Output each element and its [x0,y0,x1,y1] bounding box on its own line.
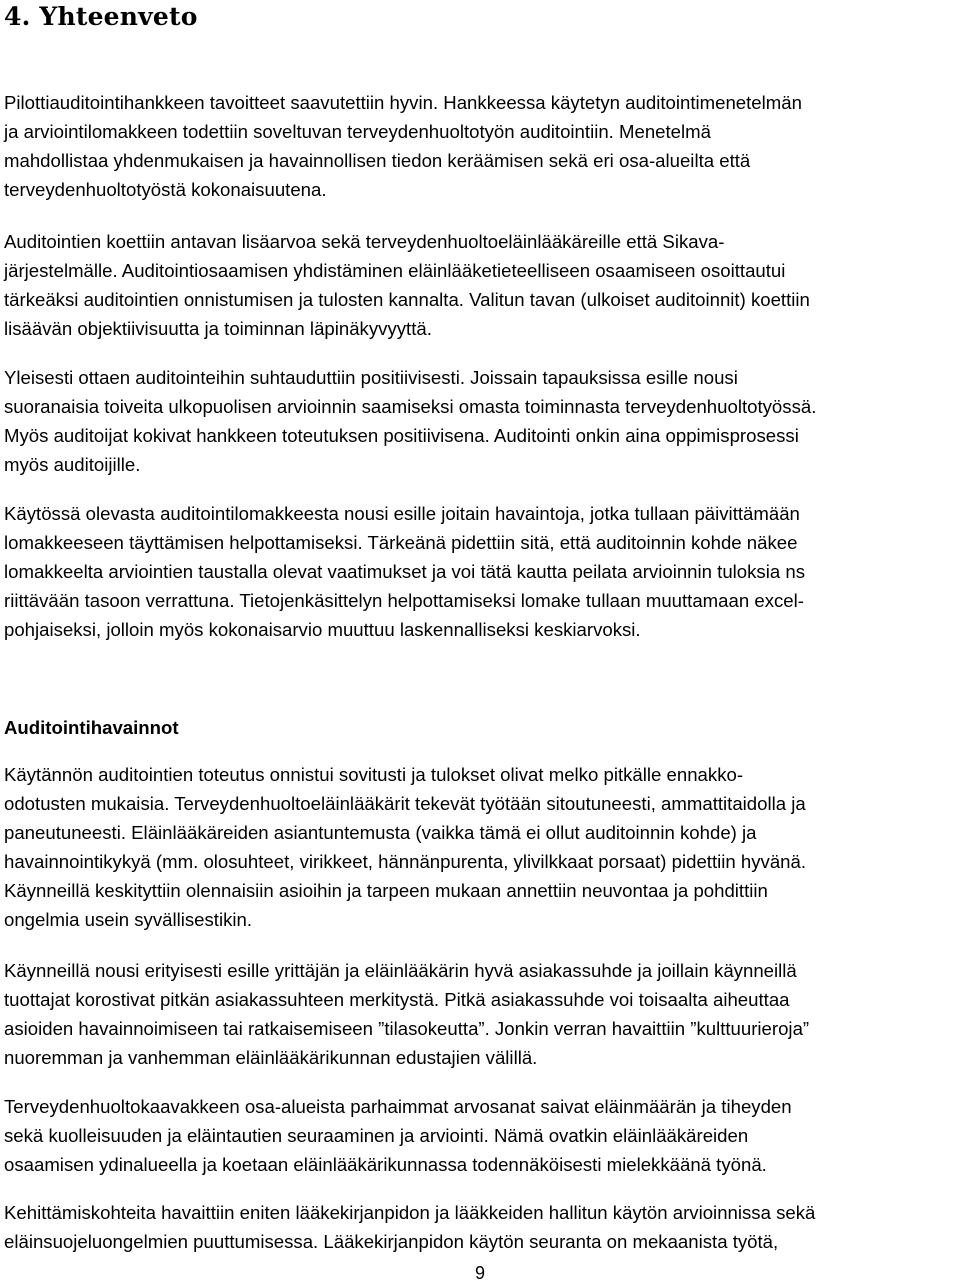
paragraph-best-grades [4,1092,959,1179]
paragraph-line: lomakkeelta arviointien taustalla olevat vaatimukset ja voi tätä kautta peilata arvioinnin tuloksia ns [4,561,806,582]
section-heading: 4. Yhteenveto [4,2,198,31]
paragraph-line: paneutuneesti. Eläinlääkäreiden asiantuntemusta (vaikka tämä ei ollut auditoinnin kohde) ja [4,822,757,843]
paragraph-line: ongelmia usein syvällisestikin. [4,909,253,930]
paragraph-line: pohjaiseksi, jolloin myös kokonaisarvio muuttuu laskennalliseksi keskiarvoksi. [4,619,641,640]
paragraph-line: Käytännön auditointien toteutus onnistui sovitusti ja tulokset olivat melko pitkälle ennakko- [4,764,744,785]
paragraph-line: terveydenhuoltotyöstä kokonaisuutena. [4,179,327,200]
paragraph-line: nuoremman ja vanhemman eläinlääkärikunnan edustajien välillä. [4,1047,538,1068]
paragraph-line: lisäävän objektiivisuutta ja toiminnan läpinäkyvyyttä. [4,318,432,339]
paragraph-line: myös auditoijille. [4,454,141,475]
paragraph-line: järjestelmälle. Auditointiosaamisen yhdistäminen eläinlääketieteelliseen osaamiseen osoittautui [4,260,786,281]
paragraph-goals [4,88,959,204]
paragraph-line: ja arviointilomakkeen todettiin soveltuvan terveydenhuoltotyön auditointiin. Menetelmä [4,121,711,142]
paragraph-added-value [4,227,959,343]
paragraph-line: tuottajat korostivat pitkän asiakassuhteen merkitystä. Pitkä asiakassuhde voi toisaalta aiheuttaa [4,989,790,1010]
paragraph-line: odotusten mukaisia. Terveydenhuoltoeläinlääkärit tekevät työtään sitoutuneesti, ammattitaidolla ja [4,793,806,814]
paragraph-line: Auditointien koettiin antavan lisäarvoa sekä terveydenhuoltoeläinlääkäreille että Sikava- [4,231,725,252]
paragraph-line: Kehittämiskohteita havaittiin eniten lääkekirjanpidon ja lääkkeiden hallitun käytön arvioinnissa sekä [4,1202,816,1223]
paragraph-line: lomakkeeseen täyttämisen helpottamiseksi. Tärkeänä pidettiin sitä, että auditoinnin kohde näkee [4,532,798,553]
paragraph-line: Käytössä olevasta auditointilomakkeesta nousi esille joitain havaintoja, jotka tullaan päivittämään [4,503,800,524]
paragraph-attitudes [4,363,959,479]
subheading: Auditointihavainnot [4,717,179,738]
paragraph-line: tärkeäksi auditointien onnistumisen ja tulosten kannalta. Valitun tavan (ulkoiset auditoinnit) koettiin [4,289,810,310]
paragraph-line: Käynneillä keskityttiin olennaisiin asioihin ja tarpeen mukaan annettiin neuvontaa ja pohdittiin [4,880,768,901]
paragraph-line: Myös auditoijat kokivat hankkeen toteutuksen positiivisena. Auditointi onkin aina oppimisprosessi [4,425,799,446]
paragraph-line: havainnointikykyä (mm. olosuhteet, virikkeet, hännänpurenta, ylivilkkaat porsaat) pidettiin hyvänä. [4,851,807,872]
paragraph-line: Käynneillä nousi erityisesti esille yrittäjän ja eläinlääkärin hyvä asiakassuhde ja joillain käynneillä [4,960,797,981]
paragraph-line: suoranaisia toiveita ulkopuolisen arvioinnin saamiseksi omasta toiminnasta terveydenhuoltotyössä. [4,396,817,417]
paragraph-line: asioiden havainnoimiseen tai ratkaisemiseen ”tilasokeutta”. Jonkin verran havaittiin ”kulttuurieroja” [4,1018,810,1039]
paragraph-customer-relationship [4,956,959,1072]
paragraph-practical-audits [4,760,959,934]
paragraph-line: riittävään tasoon verrattuna. Tietojenkäsittelyn helpottamiseksi lomake tullaan muuttamaan excel- [4,590,804,611]
paragraph-line: Terveydenhuoltokaavakkeen osa-alueista parhaimmat arvosanat saivat eläinmäärän ja tiheyden [4,1096,792,1117]
paragraph-line: mahdollistaa yhdenmukaisen ja havainnollisen tiedon keräämisen sekä eri osa-alueilta että [4,150,751,171]
paragraph-line: osaamisen ydinalueella ja koetaan eläinlääkärikunnassa todennäköisesti mielekkäänä työnä. [4,1154,767,1175]
paragraph-line: eläinsuojeluongelmien puuttumisessa. Lääkekirjanpidon käytön seuranta on mekaanista työtä, [4,1231,779,1252]
paragraph-development-areas [4,1198,959,1256]
paragraph-form-observations [4,499,959,644]
page-number: 9 [474,1263,485,1283]
paragraph-line: Yleisesti ottaen auditointeihin suhtauduttiin positiivisesti. Joissain tapauksissa esille nousi [4,367,738,388]
paragraph-line: sekä kuolleisuuden ja eläintautien seuraaminen ja arviointi. Nämä ovatkin eläinlääkäreiden [4,1125,749,1146]
paragraph-line: Pilottiauditointihankkeen tavoitteet saavutettiin hyvin. Hankkeessa käytetyn auditointimenetelmän [4,92,802,113]
